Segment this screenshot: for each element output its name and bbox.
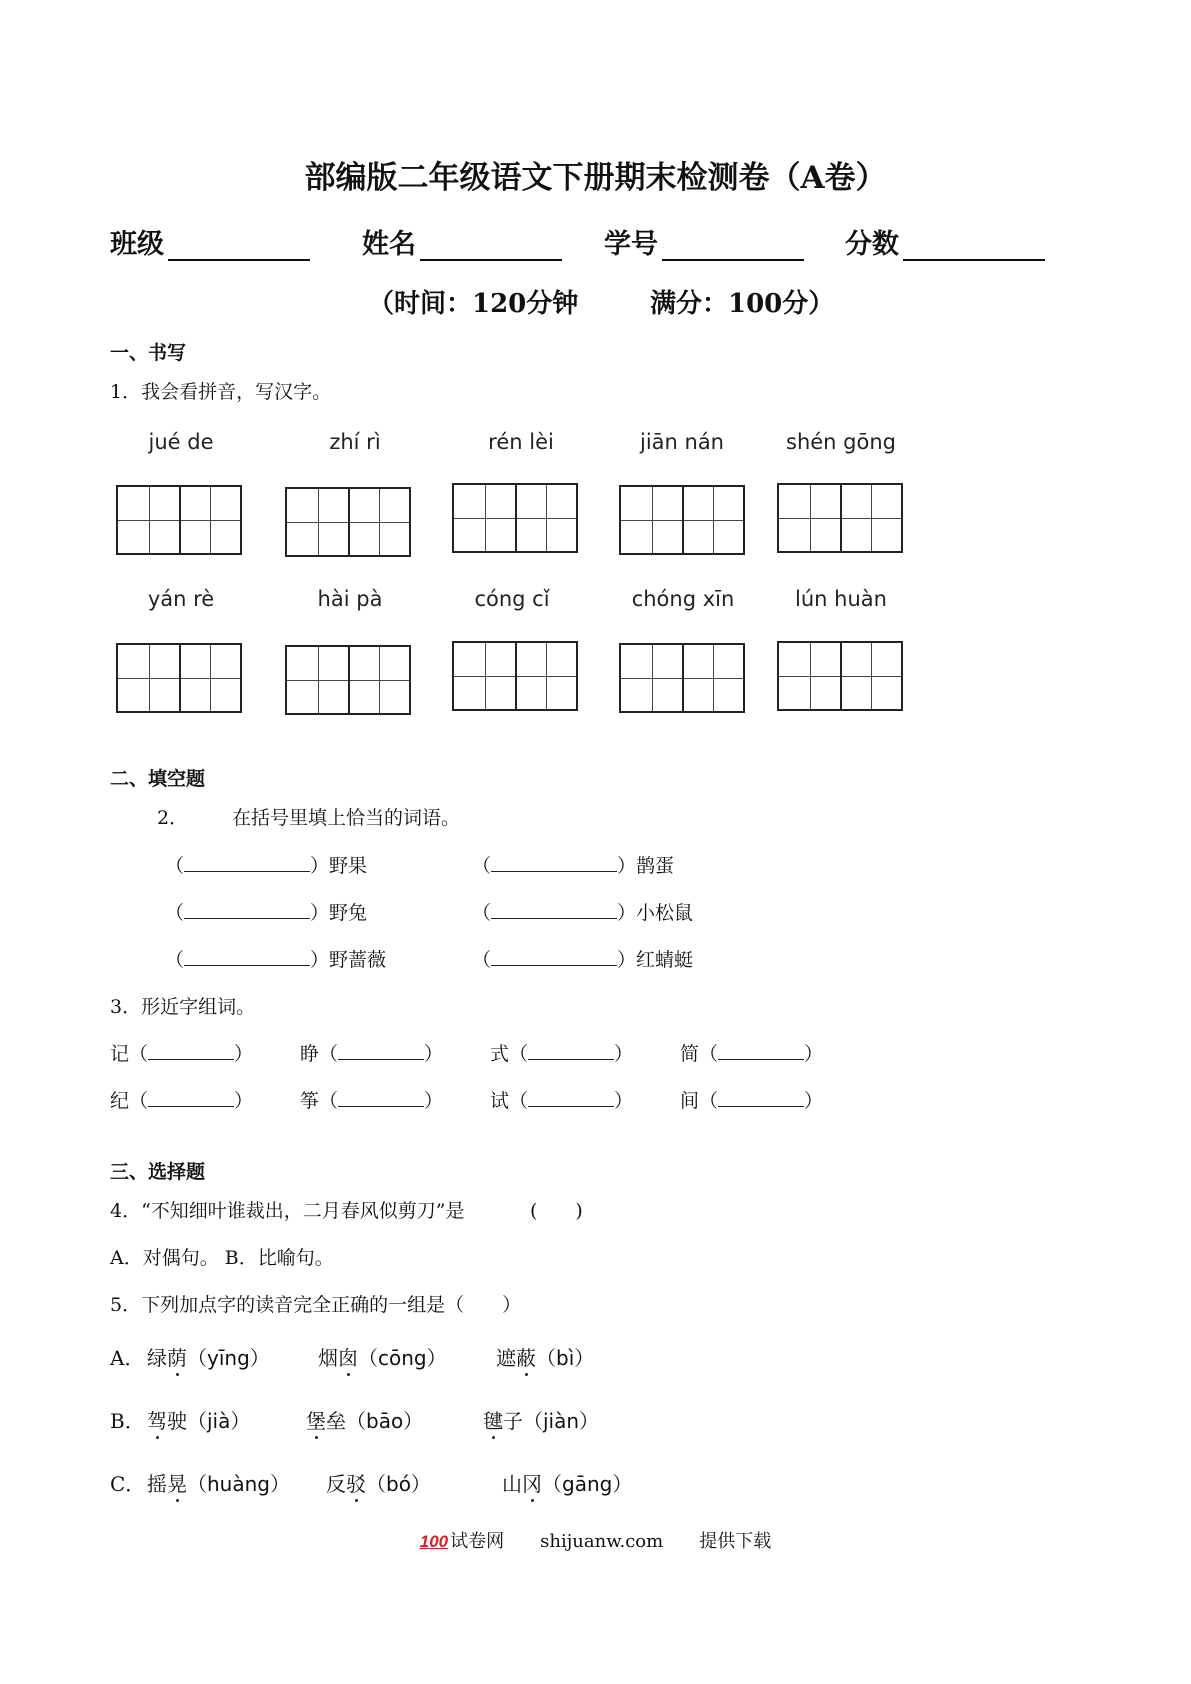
number-blank[interactable] — [662, 233, 804, 261]
score-field — [845, 222, 1045, 261]
fill-blank[interactable] — [491, 947, 617, 966]
class-label: 班级 — [110, 229, 164, 260]
dotted-char: 冈 — [522, 1468, 542, 1497]
pinyin-label: hài pà — [317, 587, 383, 611]
option-b-item: 堡垒（bāo） — [306, 1405, 423, 1434]
question-2: 在括号里填上恰当的词语。 — [232, 807, 461, 829]
pinyin-label: yán rè — [147, 587, 215, 611]
fill-word: 小松鼠 — [636, 902, 694, 924]
writing-grid[interactable] — [116, 643, 242, 713]
dotted-char: 驾 — [147, 1405, 167, 1434]
name-field — [362, 222, 562, 261]
word-blank[interactable] — [528, 1088, 614, 1107]
fill-word: 鹊蛋 — [636, 855, 675, 877]
option-a-item: 烟囱（cōng） — [318, 1342, 447, 1371]
dotted-char: 晃 — [167, 1468, 187, 1497]
char: 简 — [680, 1043, 700, 1065]
fill-word: 野果 — [329, 855, 368, 877]
pinyin-label: chóng xīn — [631, 587, 735, 611]
char: 睁 — [300, 1043, 320, 1065]
question-2-number: 2． — [157, 807, 189, 829]
class-field — [110, 222, 310, 261]
char: 试 — [490, 1090, 510, 1112]
page-footer — [0, 1527, 1191, 1553]
fill-item: （ ）野兔 — [165, 902, 368, 924]
name-label: 姓名 — [362, 229, 416, 260]
site-logo: 100 — [419, 1532, 449, 1551]
word-blank[interactable] — [338, 1041, 424, 1060]
fill-blank[interactable] — [491, 900, 617, 919]
pinyin-label: cóng cǐ — [474, 587, 550, 611]
writing-grid[interactable] — [619, 485, 745, 555]
question-1: 1．我会看拼音，写汉字。 — [110, 381, 332, 403]
word-group-item: 试（ ） — [490, 1090, 634, 1112]
dotted-char: 囱 — [338, 1342, 358, 1371]
char: 筝 — [300, 1090, 320, 1112]
full-score: 满分：100分） — [650, 289, 835, 319]
class-blank[interactable] — [168, 233, 310, 261]
dotted-char: 蔽 — [516, 1342, 536, 1371]
char: 式 — [490, 1043, 510, 1065]
word-blank[interactable] — [148, 1041, 234, 1060]
char: 纪 — [110, 1090, 130, 1112]
answer-paren[interactable]: ( ) — [530, 1200, 583, 1222]
fill-blank[interactable] — [184, 900, 310, 919]
number-label: 学号 — [604, 229, 658, 260]
word-group-item: 简（ ） — [680, 1043, 824, 1065]
writing-grid[interactable] — [777, 641, 903, 711]
word-group-item: 式（ ） — [490, 1043, 634, 1065]
dotted-char: 荫 — [167, 1342, 187, 1371]
word-group-item: 筝（ ） — [300, 1090, 444, 1112]
pinyin-label: rén lèi — [488, 430, 554, 454]
section-3-heading: 三、选择题 — [110, 1161, 206, 1183]
question-4: 4．“不知细叶谁裁出，二月春风似剪刀”是 — [110, 1200, 465, 1222]
fill-blank[interactable] — [491, 853, 617, 872]
option-b-item: 驾驶（jià） — [147, 1405, 250, 1434]
fill-item: （ ）野果 — [165, 855, 368, 877]
option-c-item: 山冈（gāng） — [502, 1468, 632, 1497]
option-a-label: A． — [110, 1346, 145, 1370]
site-name: 试卷网 — [450, 1531, 505, 1552]
fill-word: 野兔 — [329, 902, 368, 924]
option-b-label: B． — [110, 1409, 145, 1433]
question-3: 3．形近字组词。 — [110, 996, 256, 1018]
word-group-item: 纪（ ） — [110, 1090, 254, 1112]
pinyin-label: jué de — [148, 430, 214, 454]
option-c-label: C． — [110, 1472, 146, 1496]
word-group-item: 间（ ） — [680, 1090, 824, 1112]
dotted-char: 毽 — [483, 1405, 503, 1434]
score-label: 分数 — [845, 229, 899, 260]
fill-word: 红蜻蜓 — [636, 949, 694, 971]
site-url[interactable]: shijuanw.com — [540, 1531, 664, 1552]
pinyin-label: jiān nán — [639, 430, 724, 454]
fill-item: （ ）野蔷薇 — [165, 949, 387, 971]
fill-item: （ ）鹊蛋 — [472, 855, 675, 877]
dotted-char: 驳 — [346, 1468, 366, 1497]
fill-blank[interactable] — [184, 947, 310, 966]
number-field — [604, 222, 804, 261]
page-title: 部编版二年级语文下册期末检测卷（A卷） — [304, 160, 887, 196]
word-blank[interactable] — [718, 1088, 804, 1107]
section-2-heading: 二、填空题 — [110, 768, 206, 790]
option-c-item: 反驳（bó） — [326, 1468, 431, 1497]
char: 间 — [680, 1090, 700, 1112]
fill-item: （ ）红蜻蜓 — [472, 949, 694, 971]
pinyin-label: zhí rì — [329, 430, 381, 454]
option-a-item: 绿荫（yīng） — [147, 1342, 270, 1371]
score-blank[interactable] — [903, 233, 1045, 261]
writing-grid[interactable] — [619, 643, 745, 713]
fill-item: （ ）小松鼠 — [472, 902, 694, 924]
writing-grid[interactable] — [285, 487, 411, 557]
fill-word: 野蔷薇 — [329, 949, 387, 971]
question-4-options: A．对偶句。 B．比喻句。 — [110, 1247, 334, 1269]
time-limit: （时间：120分钟 — [368, 289, 579, 319]
word-group-item: 记（ ） — [110, 1043, 254, 1065]
char: 记 — [110, 1043, 130, 1065]
pinyin-label: shén gōng — [786, 430, 896, 454]
pinyin-label: lún huàn — [795, 587, 887, 611]
word-blank[interactable] — [718, 1041, 804, 1060]
word-blank[interactable] — [338, 1088, 424, 1107]
option-c-item: 摇晃（huàng） — [147, 1468, 290, 1497]
name-blank[interactable] — [420, 233, 562, 261]
writing-grid[interactable] — [285, 645, 411, 715]
download-note: 提供下载 — [699, 1531, 772, 1552]
question-5: 5．下列加点字的读音完全正确的一组是（ ） — [110, 1294, 522, 1316]
writing-grid[interactable] — [452, 641, 578, 711]
option-b-item: 毽子（jiàn） — [483, 1405, 599, 1434]
fill-blank[interactable] — [184, 853, 310, 872]
writing-grid[interactable] — [777, 483, 903, 553]
dotted-char: 堡 — [306, 1405, 326, 1434]
section-1-heading: 一、书写 — [110, 342, 187, 364]
word-blank[interactable] — [528, 1041, 614, 1060]
option-a-item: 遮蔽（bì） — [496, 1342, 594, 1371]
writing-grid[interactable] — [116, 485, 242, 555]
word-blank[interactable] — [148, 1088, 234, 1107]
word-group-item: 睁（ ） — [300, 1043, 444, 1065]
writing-grid[interactable] — [452, 483, 578, 553]
